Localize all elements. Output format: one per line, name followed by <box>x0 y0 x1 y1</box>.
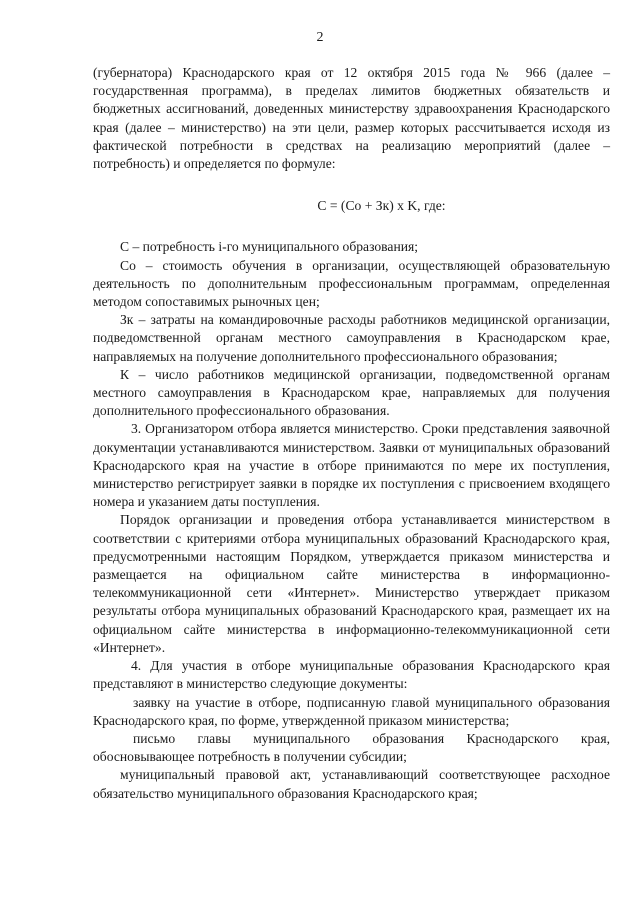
document-list-item: письмо главы муниципального образования Краснодарского края, обосновывающее потребность в получении субсидии; <box>93 730 610 765</box>
paragraph-3: 3. Организатором отбора является министерство. Сроки представления заявочной документации устанавливаются министерством. Заявки от муниципальных образований Краснодарского края на участие в отборе принимаются по мере их поступления, министерство регистрирует заявки в порядке их поступления с присвоением входящего номера и указанием даты поступления. <box>93 421 610 510</box>
document-list-item: заявку на участие в отборе, подписанную главой муниципального образования Краснодарского края, по форме, утвержденной приказом министерства; <box>93 694 610 728</box>
paragraph-4: 4. Для участия в отборе муниципальные образования Краснодарского края представляют в министерство следующие документы: <box>93 658 610 692</box>
paragraph-intro: (губернатора) Краснодарского края от 12 октября 2015 года № 966 (далее – государственная программа), в пределах лимитов бюджетных обязательств и бюджетных ассигнований, доведенных министерству здравоохранения Краснодарского края (далее – министерство) на эти цели, размер которых рассчитывается исходя из фактической потребности в средствах на реализацию мероприятий (далее – потребность) и определяется по формуле: <box>93 65 610 172</box>
document-body <box>93 64 610 803</box>
document-list-item: муниципальный правовой акт, устанавливающий соответствующее расходное обязательство муниципального образования Краснодарского края; <box>93 767 610 801</box>
definition-k: К – число работников медицинской организации, подведомственной органам местного самоуправления в Краснодарском крае, направляемых для получения дополнительного профессионального образования. <box>93 366 610 419</box>
page-number: 2 <box>316 30 324 45</box>
formula: C = (Co + Зк) x K, где: <box>317 198 446 214</box>
definition-zk: Зк – затраты на командировочные расходы работников медицинской организации, подведомственной органам местного самоуправления в Краснодарском крае, направляемых на получение дополнительного профессионального образования; <box>93 312 610 364</box>
definition-co: Со – стоимость обучения в организации, осуществляющей образовательную деятельность по дополнительным профессиональным программам, определенная методом сопоставимых рыночных цен; <box>93 257 610 310</box>
paragraph-selection-order: Порядок организации и проведения отбора устанавливается министерством в соответствии с критериями отбора муниципальных образований Краснодарского края, предусмотренными настоящим Порядком, утверждается приказом министерства и размещается на официальном сайте министерства в информационно-телекоммуникационной сети «Интернет». Министерство утверждает приказом результаты отбора муниципальных образований Краснодарского края, размещает их на официальном сайте министерства в информационно-телекоммуникационной сети «Интернет». <box>93 512 610 655</box>
definition-c: С – потребность i-го муниципального образования; <box>120 239 419 255</box>
